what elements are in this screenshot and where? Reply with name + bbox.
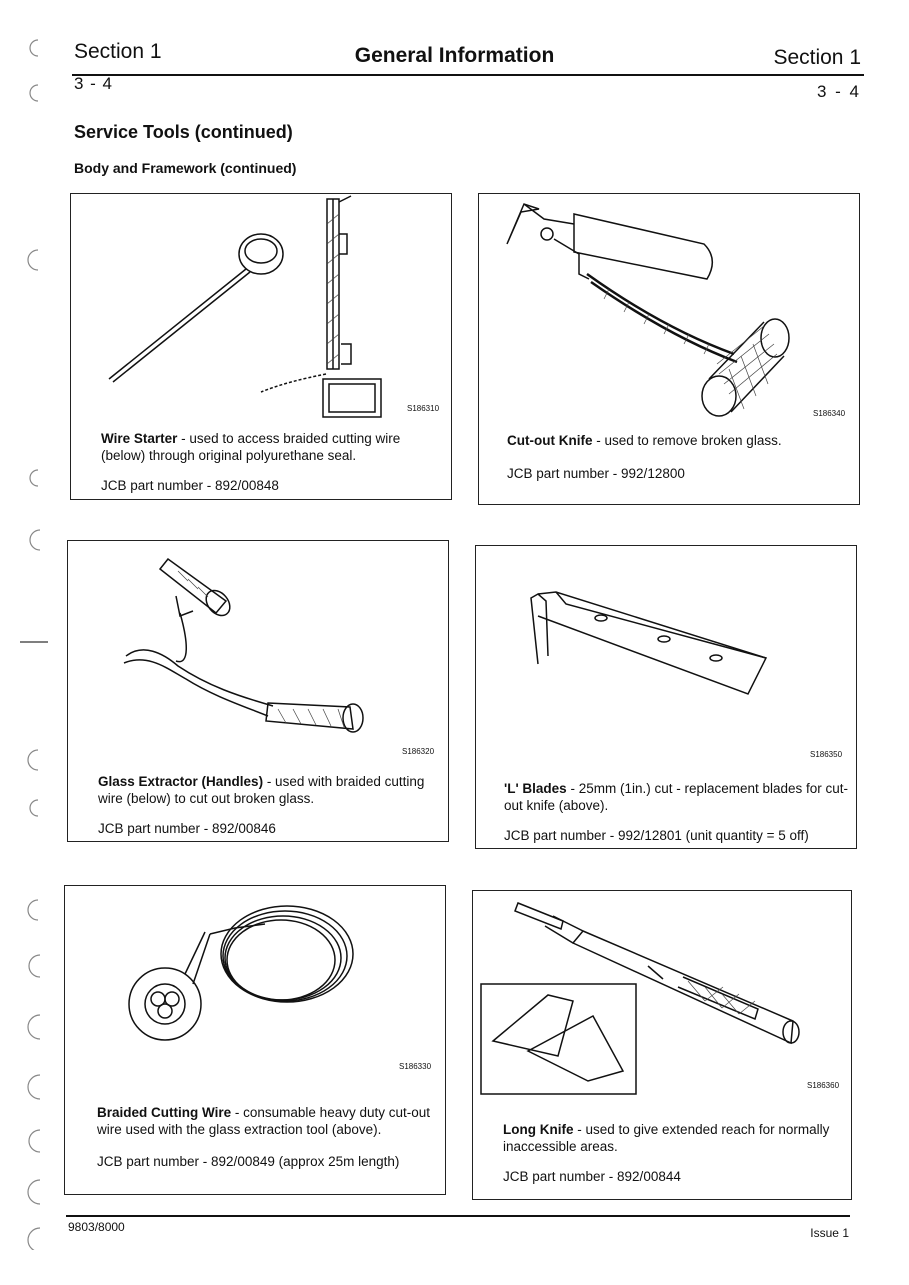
figure-code: S186320 — [402, 747, 435, 756]
tool-name: Wire Starter — [101, 431, 178, 446]
l-blades-illustration — [476, 546, 856, 771]
tool-panel-long-knife — [472, 890, 852, 1200]
part-number: JCB part number - 892/00844 — [503, 1169, 681, 1184]
tool-description-text: - used to give extended reach for normally inaccessible areas. — [503, 1122, 830, 1154]
part-number: JCB part number - 892/00848 — [101, 478, 279, 493]
braided-cutting-wire-illustration — [65, 886, 445, 1076]
tool-panel-glass-extractor — [67, 540, 449, 842]
figure-code: S186310 — [407, 404, 440, 413]
tool-description — [507, 432, 837, 449]
section-label-right: Section 1 — [773, 46, 861, 69]
tool-description-text: - consumable heavy duty cut-out wire used with the glass extraction tool (above). — [97, 1105, 430, 1137]
figure-code: S186340 — [813, 409, 846, 418]
tool-description-text: - used to access braided cutting wire (below) through original polyurethane seal. — [101, 431, 401, 463]
tool-description — [503, 1121, 843, 1155]
tool-panel-wire-starter — [70, 193, 452, 500]
header-rule — [72, 74, 864, 76]
tool-name: 'L' Blades — [504, 781, 567, 796]
section-title: Service Tools (continued) — [74, 122, 293, 142]
figure-code: S186330 — [399, 1062, 432, 1071]
tool-panel-cut-out-knife — [478, 193, 860, 505]
tool-panel-braided-cutting-wire — [64, 885, 446, 1195]
part-number: JCB part number - 892/00849 (approx 25m length) — [97, 1154, 400, 1169]
page-number-left: 3 - 4 — [74, 74, 114, 93]
tool-name: Braided Cutting Wire — [97, 1105, 232, 1120]
part-number: JCB part number - 992/12800 — [507, 466, 685, 481]
tool-name: Long Knife — [503, 1122, 574, 1137]
tool-panel-l-blades — [475, 545, 857, 849]
part-number: JCB part number - 892/00846 — [98, 821, 276, 836]
tool-description-text: - 25mm (1in.) cut - replacement blades for cut-out knife (above). — [504, 781, 849, 813]
section-label-left: Section 1 — [74, 40, 162, 63]
tool-description-text: - used to remove broken glass. — [592, 433, 782, 448]
tool-name: Cut-out Knife — [507, 433, 593, 448]
wire-starter-illustration — [71, 194, 451, 424]
long-knife-illustration — [473, 891, 851, 1096]
figure-code: S186360 — [807, 1081, 840, 1090]
page-number-right: 3 - 4 — [816, 82, 861, 101]
glass-extractor-illustration — [68, 541, 448, 766]
binder-holes — [20, 30, 50, 1250]
tool-description — [101, 430, 431, 464]
page-title: General Information — [354, 44, 555, 67]
tool-description — [504, 780, 849, 814]
subsection-title: Body and Framework (continued) — [74, 160, 297, 176]
tool-description — [97, 1104, 437, 1138]
document-code: 9803/8000 — [68, 1220, 125, 1234]
cut-out-knife-illustration — [479, 194, 859, 429]
tool-description — [98, 773, 438, 807]
part-number: JCB part number - 992/12801 (unit quantity = 5 off) — [504, 828, 809, 843]
tool-name: Glass Extractor (Handles) — [98, 774, 264, 789]
figure-code: S186350 — [810, 750, 843, 759]
footer-rule — [66, 1215, 850, 1217]
issue-label: Issue 1 — [810, 1226, 849, 1240]
tool-description-text: - used with braided cutting wire (below) to cut out broken glass. — [98, 774, 425, 806]
